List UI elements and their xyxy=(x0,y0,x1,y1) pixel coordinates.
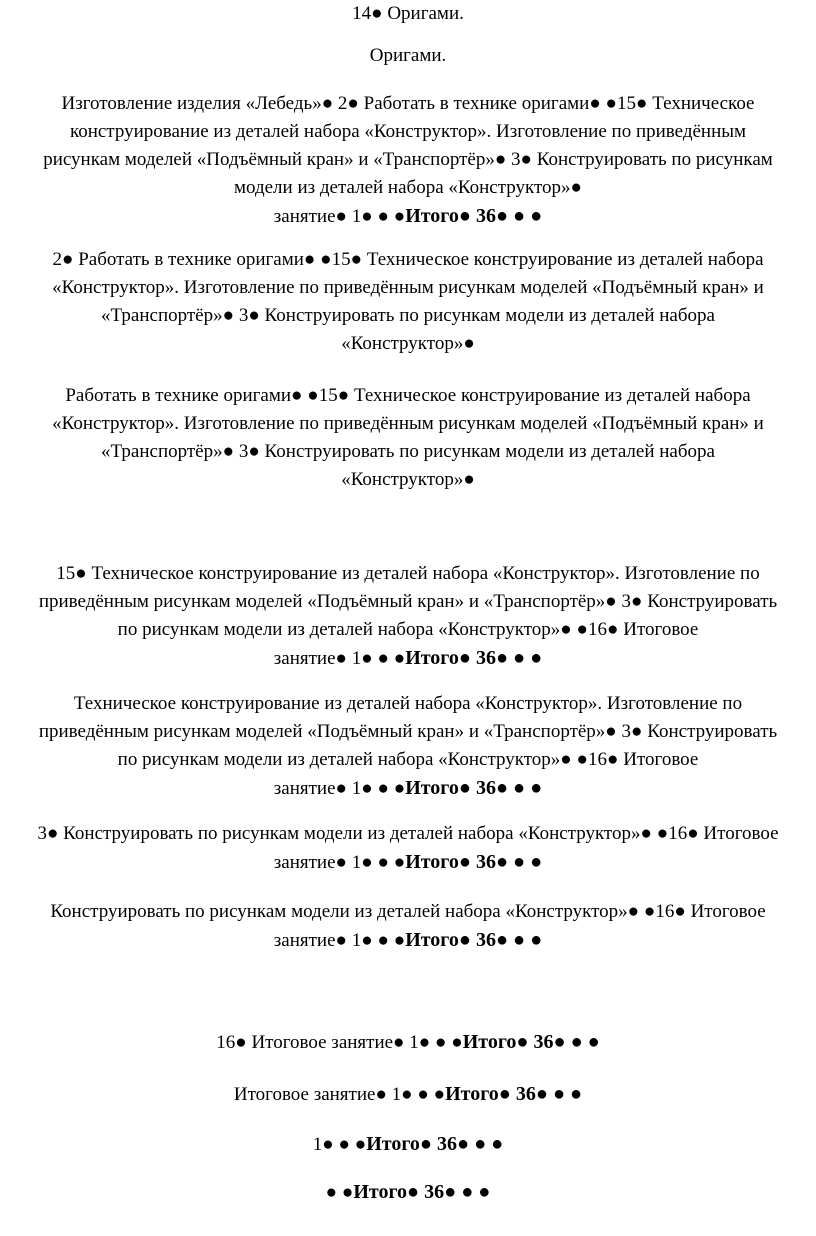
line-prefix: занятие● 1● ● ● xyxy=(273,206,406,227)
line-prefix: занятие● 1● ● ● xyxy=(273,648,406,669)
total-label: Итого● 36● ● ● xyxy=(445,1083,583,1105)
line-prefix: занятие● 1● ● ● xyxy=(273,930,406,951)
paragraph-8 xyxy=(0,820,816,877)
text-line: рисункам моделей «Подъёмный кран» и «Транспортёр»● 3● Конструировать по рисункам xyxy=(43,149,773,170)
paragraph-2 xyxy=(0,42,816,70)
text-line: приведённым рисункам моделей «Подъёмный кран» и «Транспортёр»● 3● Конструировать xyxy=(38,591,778,612)
text-line xyxy=(0,1080,816,1109)
paragraph-5 xyxy=(0,382,816,494)
text-line: конструирование из деталей набора «Конструктор». Изготовление по приведённым xyxy=(69,121,747,142)
text-line xyxy=(0,1130,816,1159)
text-line: «Конструктор». Изготовление по приведённым рисункам моделей «Подъёмный кран» и xyxy=(52,277,764,298)
text-line: «Транспортёр»● 3● Конструировать по рисункам модели из деталей набора xyxy=(101,441,715,462)
paragraph-10 xyxy=(0,1028,816,1057)
total-label: Итого● 36● ● ● xyxy=(405,851,543,873)
paragraph-3 xyxy=(0,90,816,231)
paragraph-1 xyxy=(0,0,816,28)
line-prefix: занятие● 1● ● ● xyxy=(273,852,406,873)
text-line xyxy=(0,774,816,803)
text-line xyxy=(0,926,816,955)
text-line xyxy=(0,202,816,231)
line-prefix: занятие● 1● ● ● xyxy=(273,778,406,799)
text-line: Работать в технике оригами● ●15● Техническое конструирование из деталей набора xyxy=(65,385,751,406)
text-line: Конструировать по рисункам модели из деталей набора «Конструктор»● ●16● Итоговое xyxy=(50,901,766,922)
text-line: модели из деталей набора «Конструктор»● xyxy=(233,177,583,198)
paragraph-11 xyxy=(0,1080,816,1109)
paragraph-12 xyxy=(0,1130,816,1159)
line-prefix: Итоговое занятие● 1● ● ● xyxy=(233,1084,446,1105)
text-line: по рисункам модели из деталей набора «Конструктор»● ●16● Итоговое xyxy=(117,619,699,640)
text-line: «Конструктор»● xyxy=(341,469,475,490)
total-label: Итого● 36● ● ● xyxy=(366,1133,504,1155)
line-prefix: ● ● xyxy=(325,1182,354,1203)
line-prefix: 1● ● ● xyxy=(312,1134,367,1155)
text-line xyxy=(0,644,816,673)
total-label: Итого● 36● ● ● xyxy=(462,1031,600,1053)
text-line: «Конструктор»● xyxy=(341,333,475,354)
text-line: 2● Работать в технике оригами● ●15● Техническое конструирование из деталей набора xyxy=(52,249,764,270)
text-line: «Транспортёр»● 3● Конструировать по рисункам модели из деталей набора xyxy=(101,305,715,326)
paragraph-6 xyxy=(0,560,816,673)
paragraph-4 xyxy=(0,246,816,358)
text-line xyxy=(0,848,816,877)
text-line xyxy=(0,1178,816,1207)
text-line: 15● Техническое конструирование из деталей набора «Конструктор». Изготовление по xyxy=(56,563,760,584)
total-label: Итого● 36● ● ● xyxy=(353,1181,491,1203)
text-line xyxy=(0,1028,816,1057)
text-line: 3● Конструировать по рисункам модели из деталей набора «Конструктор»● ●16● Итоговое xyxy=(37,823,779,844)
text-line: Оригами. xyxy=(369,45,447,66)
paragraph-7 xyxy=(0,690,816,803)
text-line: «Конструктор». Изготовление по приведённым рисункам моделей «Подъёмный кран» и xyxy=(52,413,764,434)
total-label: Итого● 36● ● ● xyxy=(405,647,543,669)
total-label: Итого● 36● ● ● xyxy=(405,929,543,951)
total-label: Итого● 36● ● ● xyxy=(405,777,543,799)
paragraph-13 xyxy=(0,1178,816,1207)
text-line: Изготовление изделия «Лебедь»● 2● Работать в технике оригами● ●15● Техническое xyxy=(61,93,755,114)
text-line: Техническое конструирование из деталей набора «Конструктор». Изготовление по xyxy=(73,693,743,714)
text-line: по рисункам модели из деталей набора «Конструктор»● ●16● Итоговое xyxy=(117,749,699,770)
paragraph-9 xyxy=(0,898,816,955)
text-line: приведённым рисункам моделей «Подъёмный кран» и «Транспортёр»● 3● Конструировать xyxy=(38,721,778,742)
total-label: Итого● 36● ● ● xyxy=(405,205,543,227)
line-prefix: 16● Итоговое занятие● 1● ● ● xyxy=(216,1032,463,1053)
text-line: 14● Оригами. xyxy=(352,3,464,24)
